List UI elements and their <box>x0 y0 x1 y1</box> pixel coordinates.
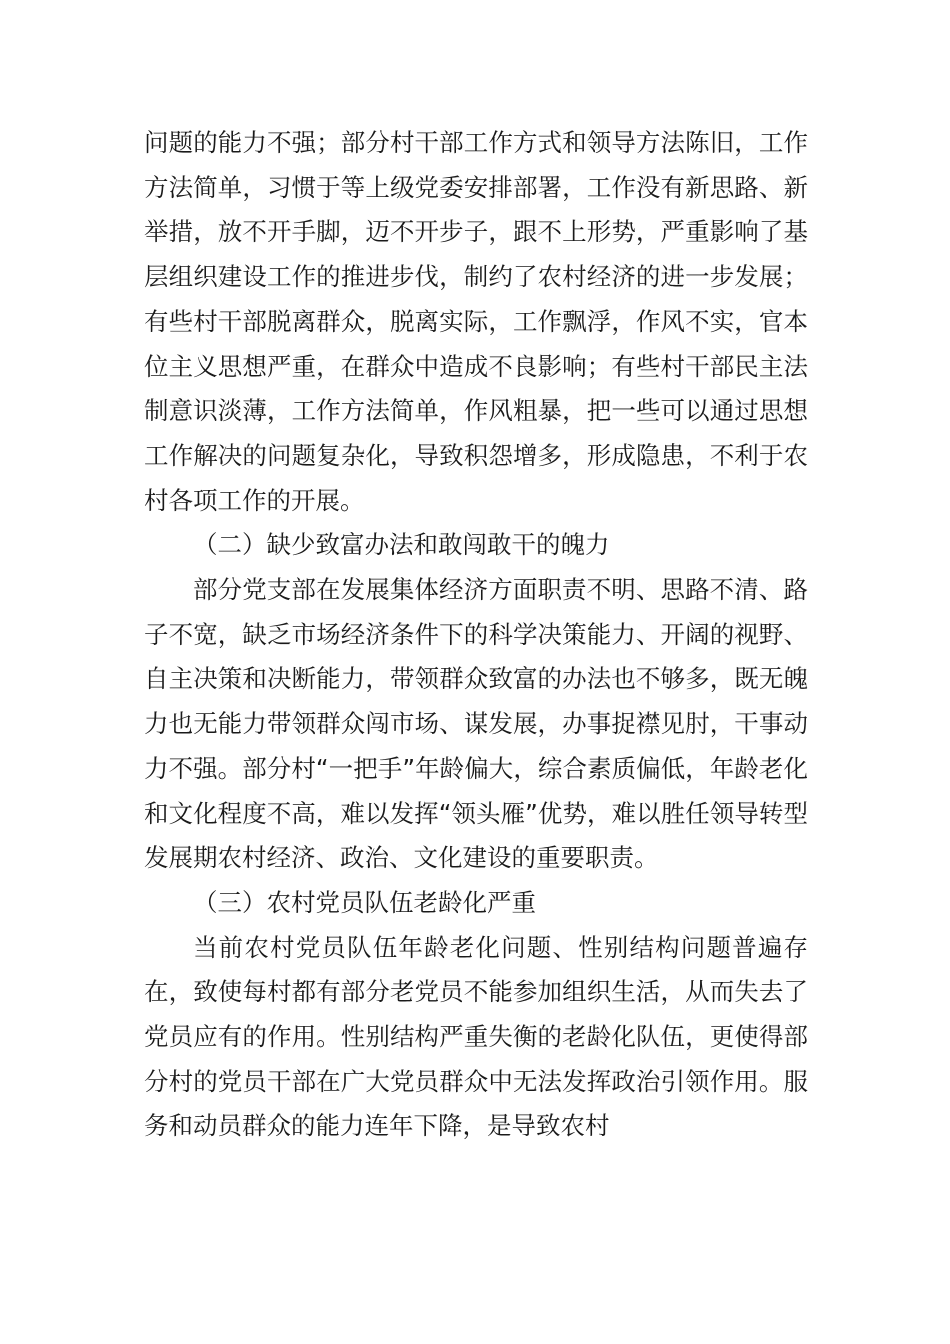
paragraph-lack-of-methods: 部分党支部在发展集体经济方面职责不明、思路不清、路子不宽，缺乏市场经济条件下的科学决策能力、开阔的视野、自主决策和决断能力，带领群众致富的办法也不够多，既无魄力也无能力带领群众闯市场、谋发展，办事捉襟见肘，干事动力不强。部分村“一把手”年龄偏大，综合素质偏低，年龄老化和文化程度不高，难以发挥“领头雁”优势，难以胜任领导转型发展期农村经济、政治、文化建设的重要职责。 <box>144 575 808 873</box>
section-heading-3: （三）农村党员队伍老龄化严重 <box>193 887 536 917</box>
document-body <box>144 121 808 1149</box>
section-heading-2: （二）缺少致富办法和敢闯敢干的魄力 <box>193 530 610 560</box>
paragraph-aging-members: 当前农村党员队伍年龄老化问题、性别结构问题普遍存在，致使每村都有部分老党员不能参加组织生活，从而失去了党员应有的作用。性别结构严重失衡的老龄化队伍，更使得部分村的党员干部在广大党员群众中无法发挥政治引领作用。服务和动员群众的能力连年下降，是导致农村 <box>144 932 808 1141</box>
paragraph-party-cadre-problems: 问题的能力不强；部分村干部工作方式和领导方法陈旧，工作方法简单，习惯于等上级党委安排部署，工作没有新思路、新举措，放不开手脚，迈不开步子，跟不上形势，严重影响了基层组织建设工作的推进步伐，制约了农村经济的进一步发展；有些村干部脱离群众，脱离实际，工作飘浮，作风不实，官本位主义思想严重，在群众中造成不良影响；有些村干部民主法制意识淡薄，工作方法简单，作风粗暴，把一些可以通过思想工作解决的问题复杂化，导致积怨增多，形成隐患，不利于农村各项工作的开展。 <box>144 128 808 515</box>
